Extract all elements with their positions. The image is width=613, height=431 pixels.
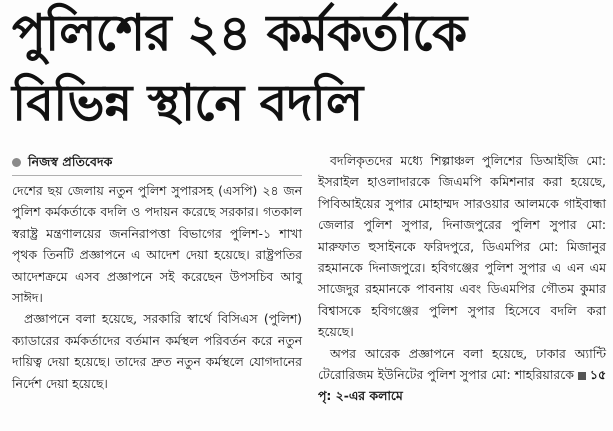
square-bullet-icon <box>578 372 586 380</box>
headline <box>12 4 602 132</box>
right-paragraph-2-text: অপর আরেক প্রজ্ঞাপনে বলা হয়েছে, ঢাকার অ্যান্টি টেরোরিজম ইউনিটের পুলিশ সুপার মো: শাহরিয়ারকে <box>318 345 606 383</box>
left-paragraph-1: দেশের ছয় জেলায় নতুন পুলিশ সুপারসহ (এসপি) ২৪ জন পুলিশ কর্মকর্তাকে বদলি ও পদায়ন করেছে সরকার। গতকাল স্বরাষ্ট্র মন্ত্রণালয়ের জননিরাপত্তা বিভাগের পুলিশ-১ শাখা পৃথক তিনটি প্রজ্ঞাপনে এ আদেশ দেয়া হয়েছে। রাষ্ট্রপতির আদেশক্রমে এসব প্রজ্ঞাপনে সই করেছেন উপসচিব আবু সাঈদ। <box>12 183 302 306</box>
article-column-right <box>318 150 606 407</box>
right-paragraph-1: বদলিকৃতদের মধ্যে শিল্পাঞ্চল পুলিশের ডিআইজি মো: ইসরাইল হাওলাদারকে জিএমপি কমিশনার করা হয়েছে, পিবিআইয়ের সুপার মোহাম্মদ সারওয়ার আলমকে গাইবান্ধা জেলার পুলিশ সুপার, দিনাজপুরের পুলিশ সুপার মো: মারুফাত হুসাইনকে ফরিদপুরে, ডিএমপির মো: মিজানুর রহমানকে দিনাজপুরে। হবিগঞ্জের পুলিশ সুপার এ এন এম সাজেদুর রহমানকে পাবনায় এবং ডিএমপির গৌতম কুমার বিশ্বাসকে হবিগঞ্জের পুলিশ সুপার হিসেবে বদলি করা হয়েছে। <box>318 153 606 340</box>
left-paragraph-2: প্রজ্ঞাপনে বলা হয়েছে, সরকারি স্বার্থে বিসিএস (পুলিশ) ক্যাডারের কর্মকর্তাদের বর্তমান কর্মস্থল পরিবর্তন করে নতুন দায়িত্ব দেয়া হয়েছে। তাদের দ্রুত নতুন কর্মস্থলে যোগদানের নির্দেশ দেয়া হয়েছে। <box>12 311 302 391</box>
byline <box>12 152 302 172</box>
right-paragraph-2 <box>318 343 606 407</box>
byline-divider <box>12 175 302 176</box>
headline-line-2: বিভিন্ন স্থানে বদলি <box>12 74 363 132</box>
article-column-left <box>12 152 302 394</box>
headline-line-1: পুলিশের ২৪ কর্মকর্তাকে <box>12 4 467 62</box>
bullet-icon <box>12 158 21 167</box>
byline-text: নিজস্ব প্রতিবেদক <box>28 154 113 170</box>
continuation-text: ১৫ পৃ: ২-এর কলামে <box>318 367 606 404</box>
